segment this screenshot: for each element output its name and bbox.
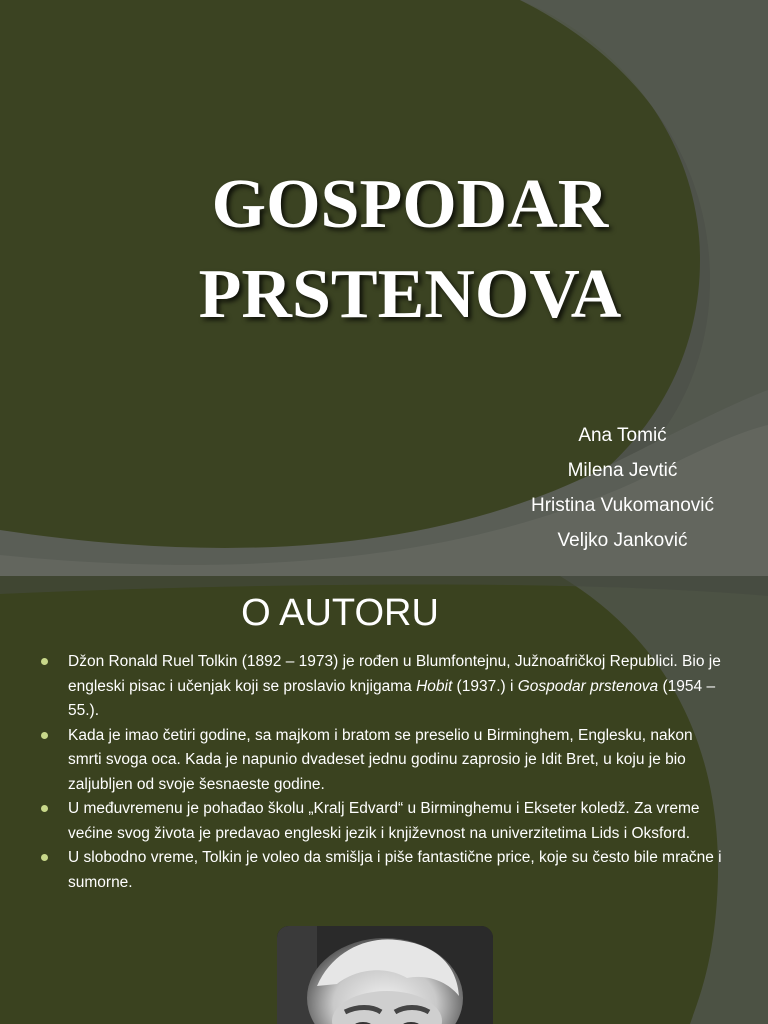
book-title: Gospodar prstenova bbox=[517, 677, 659, 695]
book-title: Hobit bbox=[416, 677, 453, 695]
author-photo bbox=[277, 926, 493, 1024]
bullet-icon bbox=[41, 854, 48, 861]
bullet-icon bbox=[41, 805, 48, 812]
portrait-icon bbox=[277, 926, 493, 1024]
author-slide bbox=[0, 576, 768, 1024]
list-item bbox=[38, 724, 728, 798]
list-item bbox=[38, 650, 728, 724]
author-name: Milena Jevtić bbox=[567, 460, 678, 481]
list-item bbox=[38, 846, 728, 895]
author-name: Ana Tomić bbox=[578, 425, 667, 446]
slide-heading: O AUTORU bbox=[241, 592, 439, 634]
list-item bbox=[38, 797, 728, 846]
bullet-text: U međuvremenu je pohađao školu „Kralj Edvard“ u Birminghemu i Ekseter koledž. Za vreme većine svog života je predavao engleski jezik i književnost na univerzitetima Lids i Oksford. bbox=[68, 800, 700, 842]
presentation-title bbox=[150, 160, 670, 340]
author-name: Hristina Vukomanović bbox=[530, 495, 715, 516]
title-line-2: PRSTENOVA bbox=[198, 256, 622, 333]
bullet-text: Džon Ronald Ruel Tolkin (1892 – 1973) je rođen u Blumfontejnu, Južnoafričkoj Republici. Bio je engleski pisac i učenjak koji se proslavio knjigama bbox=[68, 653, 721, 695]
bullet-text: (1937.) i bbox=[452, 677, 518, 695]
authors-list bbox=[500, 418, 745, 558]
bullet-text: Kada je imao četiri godine, sa majkom i bratom se preselio u Birminghem, Englesku, nakon smrti svoga oca. Kada je napunio dvadeset jednu godinu zaprosio je Idit Bret, u koju je bio zaljubljen od svoje šesnaeste godine. bbox=[68, 726, 693, 793]
bullet-icon bbox=[41, 658, 48, 665]
bullet-icon bbox=[41, 732, 48, 739]
bullet-text: (1954 – 55.). bbox=[68, 677, 716, 719]
bullet-list bbox=[38, 650, 728, 895]
title-line-1: GOSPODAR bbox=[211, 166, 609, 243]
author-name: Veljko Janković bbox=[557, 530, 688, 551]
bullet-text: U slobodno vreme, Tolkin je voleo da smišlja i piše fantastične price, koje su često bile mračne i sumorne. bbox=[68, 849, 722, 891]
